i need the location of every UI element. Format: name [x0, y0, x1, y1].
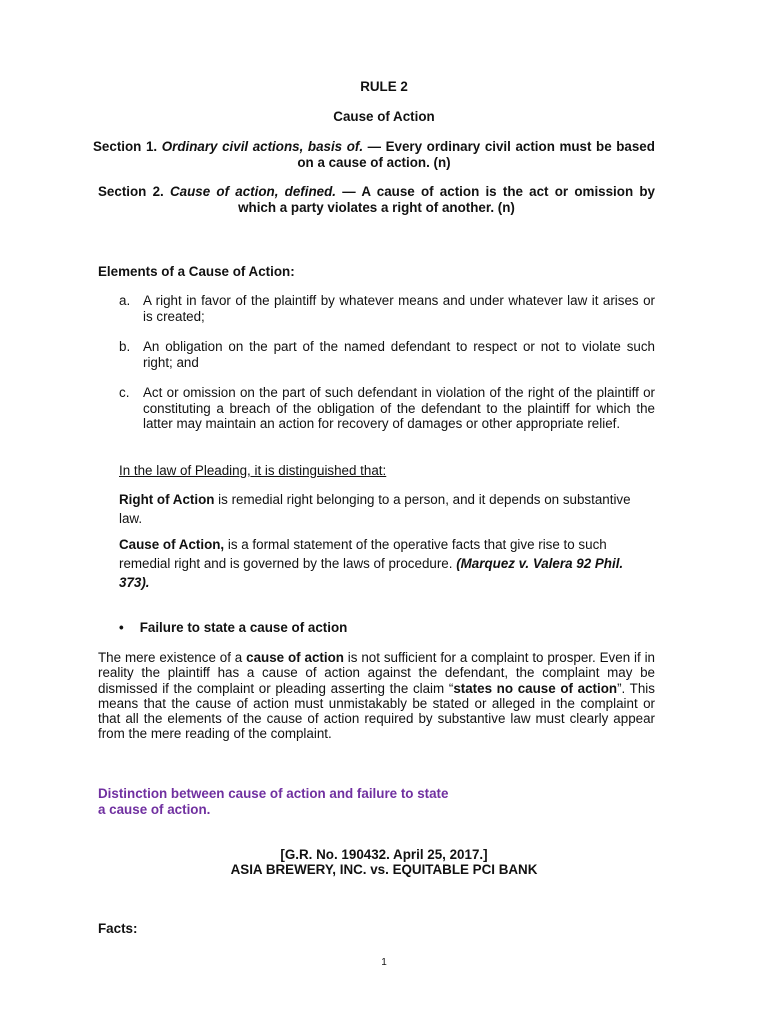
right-of-action-text: is remedial right belonging to a person, and it depends on substantive law. [119, 492, 631, 526]
list-item-text: A right in favor of the plaintiff by whatever means and under whatever law it arises or is created; [143, 293, 655, 324]
list-item-marker: b. [119, 339, 131, 354]
paragraph-text: is not sufficient for a complaint to prosper. Even if in reality the plaintiff has a cause of action against the defendant, the complaint may be dismissed if the complaint or pleading asserting the claim “ [98, 650, 656, 696]
rule-title: RULE 2 [360, 79, 408, 94]
section-1 [93, 139, 655, 171]
citation: (Marquez v. Valera 92 Phil. 373). [119, 556, 624, 590]
mere-existence-paragraph [98, 650, 655, 742]
emphasis-text: states no cause of action [453, 680, 618, 696]
right-of-action-paragraph [119, 490, 639, 528]
elements-heading: Elements of a Cause of Action: [98, 264, 295, 279]
section-1-title: Ordinary civil actions, basis of. [161, 139, 364, 154]
section-2-label: Section 2. [98, 184, 164, 199]
section-2-title: Cause of action, defined. [170, 184, 336, 199]
chapter-title: Cause of Action [333, 109, 435, 124]
page-number: 1 [381, 957, 387, 968]
section-1-label: Section 1. [93, 139, 158, 154]
paragraph-text: The mere existence of a [98, 650, 247, 665]
distinction-line-2: a cause of action. [98, 801, 211, 817]
cause-of-action-term: Cause of Action, [119, 537, 225, 552]
bullet-icon: • [119, 620, 124, 635]
section-2-body: A cause of action is the act or omission by which a party violates a right of another. (n) [238, 184, 655, 215]
section-1-dash: — [367, 139, 382, 154]
case-parties: ASIA BREWERY, INC. vs. EQUITABLE PCI BANK [230, 862, 538, 877]
right-of-action-term: Right of Action [119, 492, 215, 507]
case-number: [G.R. No. 190432. April 25, 2017.] [280, 847, 488, 862]
cause-of-action-text: is a formal statement of the operative facts that give rise to such remedial right and is governed by the laws of procedure. [119, 537, 607, 571]
emphasis-text: cause of action [246, 650, 344, 665]
section-2 [98, 184, 655, 216]
facts-label: Facts: [98, 921, 138, 936]
section-2-dash: — [342, 184, 356, 199]
cause-of-action-paragraph [119, 535, 639, 592]
list-item-text: Act or omission on the part of such defendant in violation of the right of the plaintiff or constituting a breach of the obligation of the defendant to the plaintiff for which the latter may maintain an action for recovery of damages or other appropriate relief. [143, 385, 655, 431]
bullet-heading [119, 620, 347, 635]
bullet-heading-text: Failure to state a cause of action [139, 620, 348, 635]
paragraph-text: ”. This means that the cause of action must unmistakably be stated or alleged in the complaint or that all the elements of the cause of action required by substantive law must clearly appear from the mere reading of the complaint. [98, 680, 655, 742]
list-item-text: An obligation on the part of the named defendant to respect or not to violate such right; and [143, 339, 655, 370]
list-item-marker: c. [119, 385, 130, 400]
distinction-heading [98, 786, 518, 817]
distinction-line-1: Distinction between cause of action and failure to state [98, 786, 449, 801]
list-item-marker: a. [119, 293, 131, 308]
pleading-intro: In the law of Pleading, it is distinguished that: [119, 463, 387, 478]
section-1-body: Every ordinary civil action must be based on a cause of action. (n) [297, 139, 655, 170]
